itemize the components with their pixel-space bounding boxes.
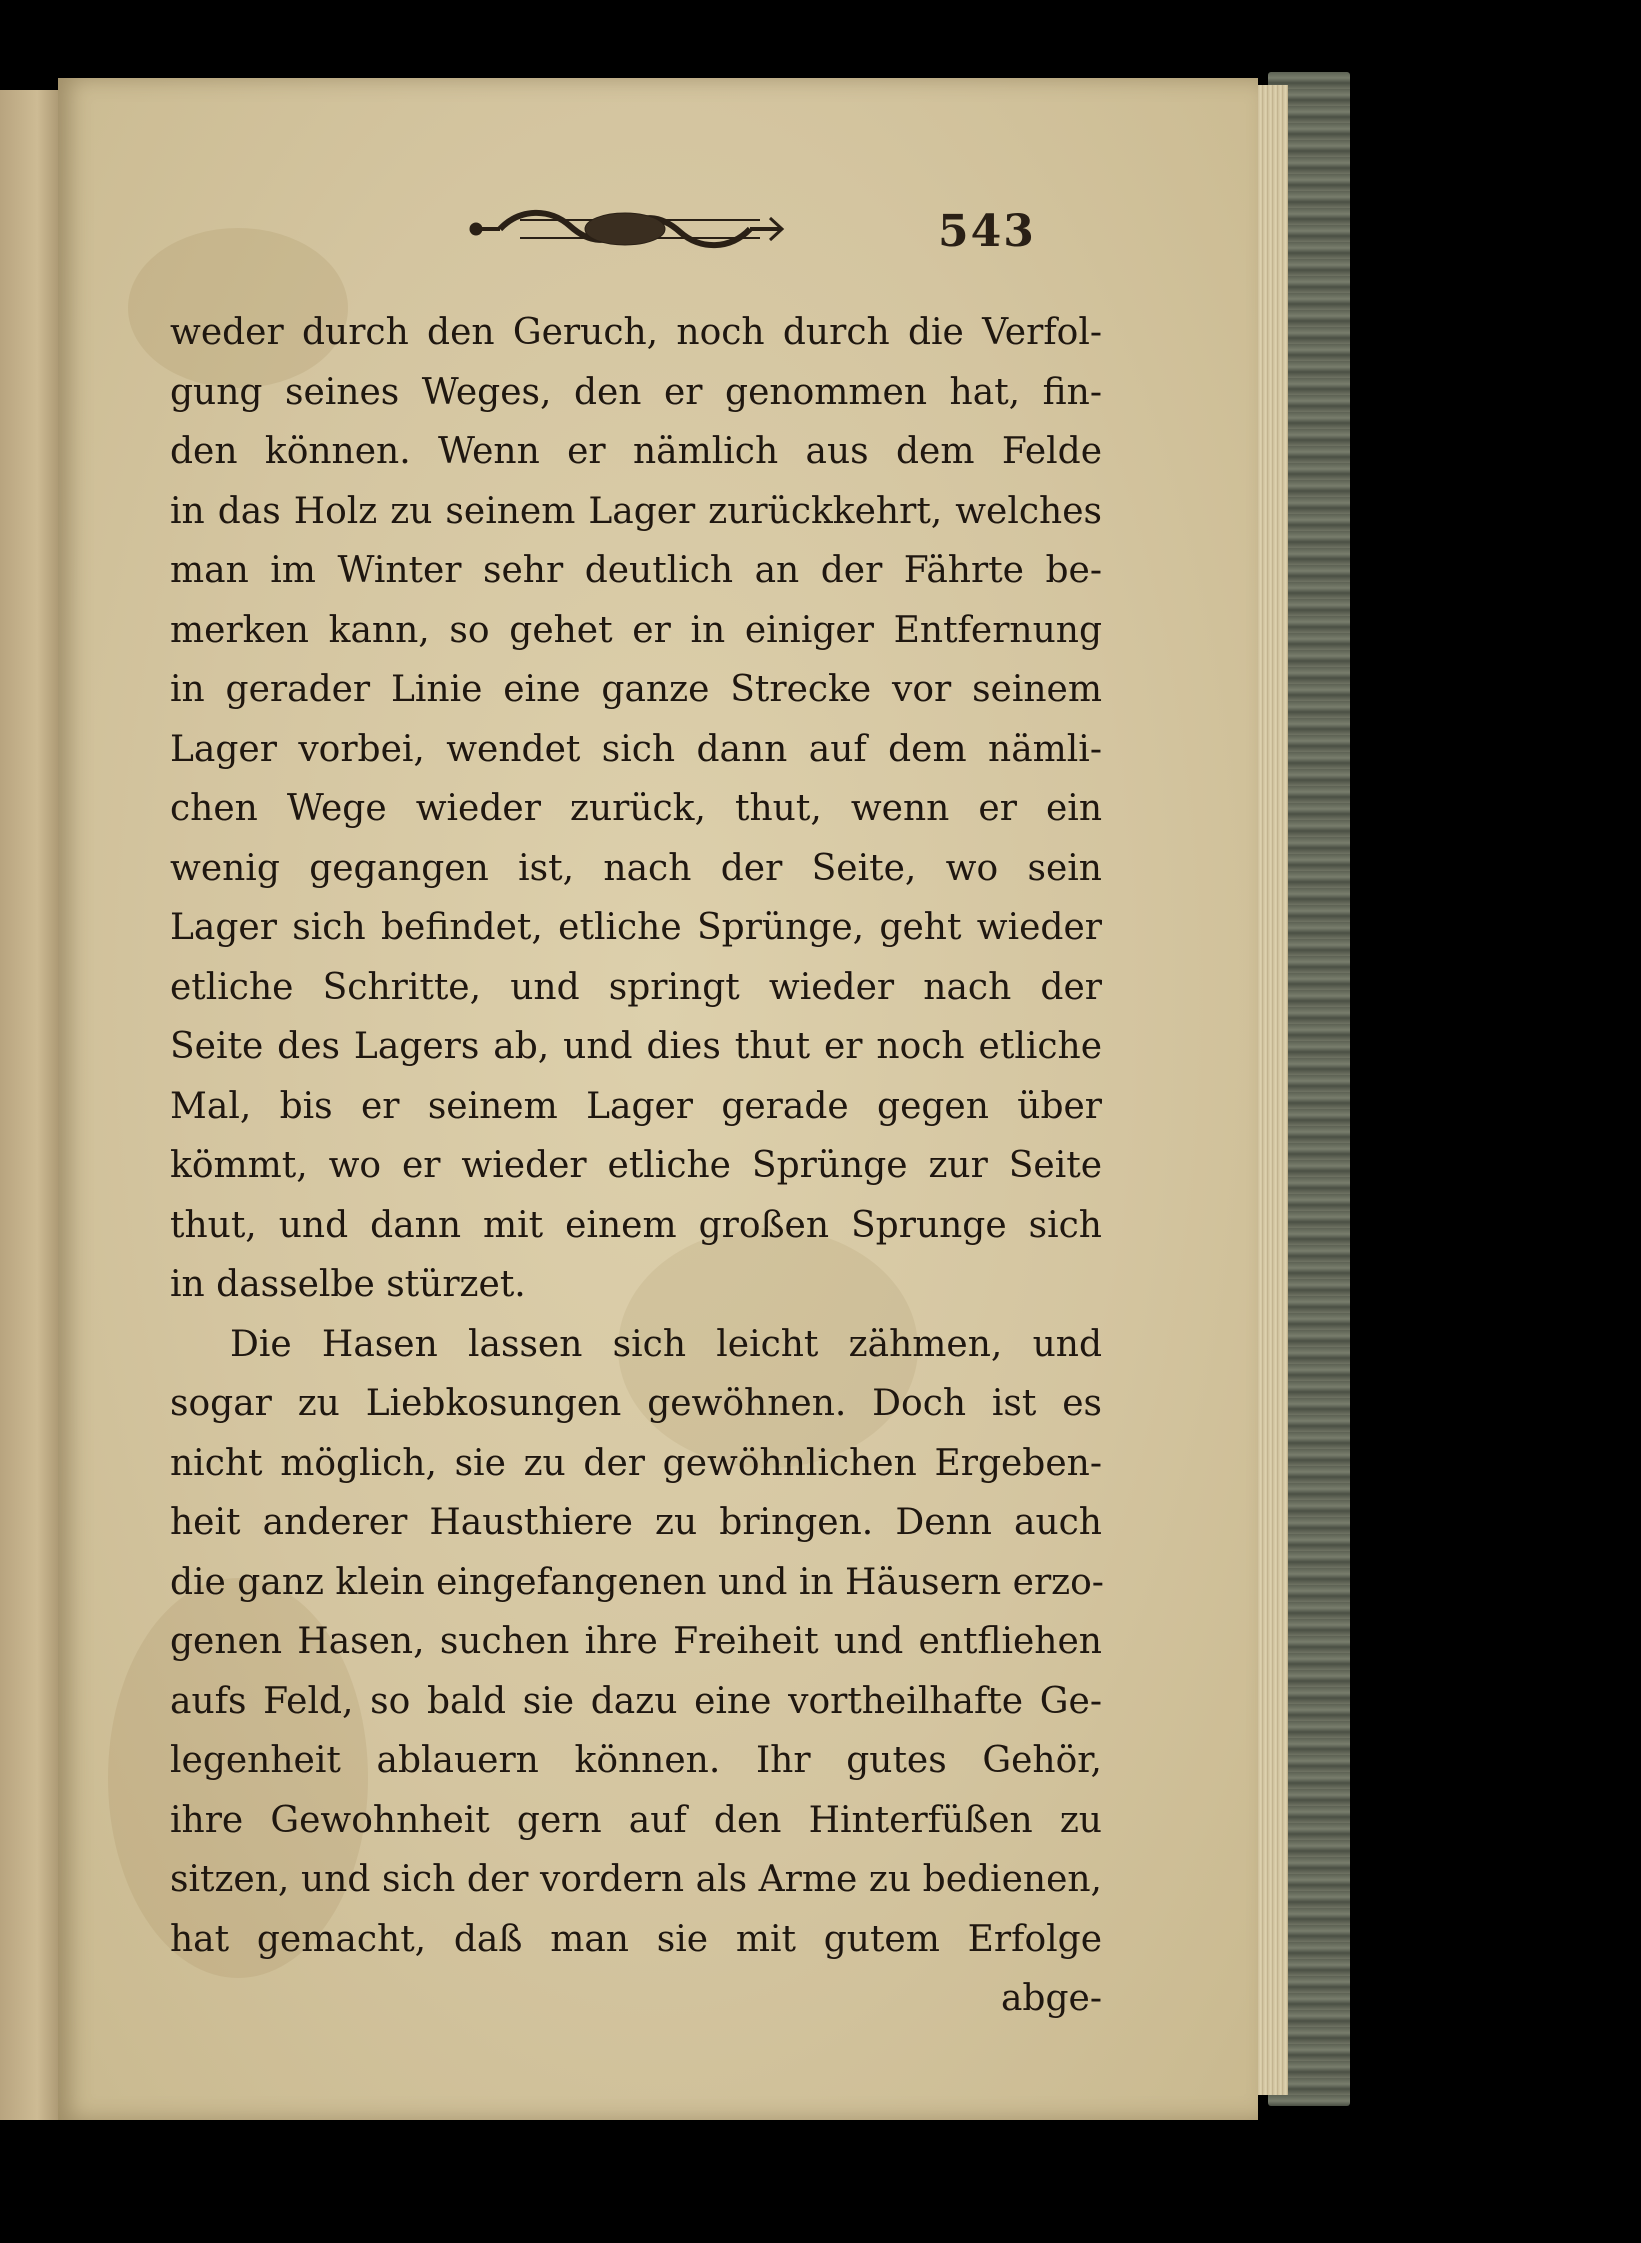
page-number: 543 <box>938 206 1036 257</box>
text-line: sitzen, und sich der vordern als Arme zu bedienen, <box>170 1859 1102 1900</box>
catchword: abge- <box>1000 1978 1102 2019</box>
text-line: Mal, bis er seinem Lager gerade gegen über <box>170 1085 1102 1127</box>
text-line: genen Hasen, suchen ihre Freiheit und entfliehen <box>170 1621 1102 1662</box>
text-line: thut, und dann mit einem großen Sprunge sich <box>170 1204 1102 1246</box>
text-line: nicht möglich, sie zu der gewöhnlichen Ergeben- <box>170 1442 1102 1484</box>
text-line: man im Winter sehr deutlich an der Fährte be- <box>170 550 1102 591</box>
text-line: in gerader Linie eine ganze Strecke vor seinem <box>170 669 1102 710</box>
text-line: hat gemacht, daß man sie mit gutem Erfolge <box>170 1918 1102 1960</box>
text-line: den können. Wenn er nämlich aus dem Felde <box>170 431 1102 472</box>
text-line: weder durch den Geruch, noch durch die Verfol- <box>170 312 1102 353</box>
text-line: merken kann, so gehet er in einiger Entfernung <box>170 609 1102 651</box>
left-page-edge <box>0 90 62 2120</box>
text-line: wenig gegangen ist, nach der Seite, wo sein <box>170 847 1102 889</box>
text-line: in dasselbe stürzet. <box>170 1264 526 1305</box>
text-line: sogar zu Liebkosungen gewöhnen. Doch ist es <box>170 1383 1102 1424</box>
body-text <box>170 303 1102 2029</box>
text-line: chen Wege wieder zurück, thut, wenn er ein <box>170 788 1102 829</box>
text-line: Lager vorbei, wendet sich dann auf dem nämli- <box>170 728 1102 770</box>
text-line: etliche Schritte, und springt wieder nach der <box>170 966 1102 1008</box>
text-line: gung seines Weges, den er genommen hat, fin- <box>170 371 1102 413</box>
text-line: die ganz klein eingefangenen und in Häusern erzo- <box>170 1561 1104 1603</box>
text-line: Seite des Lagers ab, und dies thut er noch etliche <box>170 1026 1102 1067</box>
text-line: Die Hasen lassen sich leicht zähmen, und <box>230 1323 1102 1365</box>
text-line: in das Holz zu seinem Lager zurückkehrt, welches <box>170 490 1102 532</box>
text-line: legenheit ablauern können. Ihr gutes Gehör, <box>170 1740 1102 1781</box>
text-line: kömmt, wo er wieder etliche Sprünge zur Seite <box>170 1145 1102 1186</box>
header-ornament-icon <box>460 198 790 260</box>
text-line: Lager sich befindet, etliche Sprünge, geht wieder <box>170 907 1102 948</box>
text-line: ihre Gewohnheit gern auf den Hinterfüßen zu <box>170 1799 1102 1841</box>
book-page <box>58 78 1258 2120</box>
text-line: heit anderer Hausthiere zu bringen. Denn auch <box>170 1502 1102 1543</box>
text-line: aufs Feld, so bald sie dazu eine vortheilhafte Ge- <box>170 1680 1102 1722</box>
